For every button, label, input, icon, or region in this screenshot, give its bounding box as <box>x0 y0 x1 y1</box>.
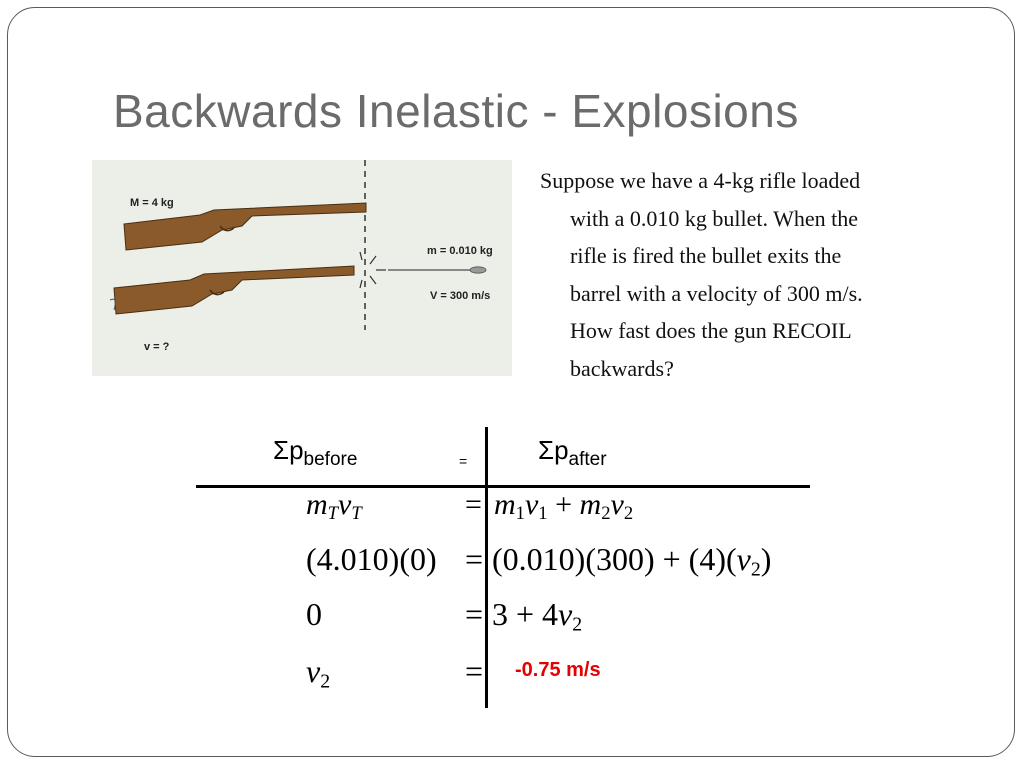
symbol-v: v <box>558 596 573 632</box>
eq3-right-text: 3 + 4 <box>492 596 559 632</box>
eq4-left <box>306 653 330 694</box>
header-momentum-after <box>538 435 607 470</box>
symbol-m: m <box>306 488 328 521</box>
symbol-v: v <box>736 541 751 577</box>
subscript-2: 2 <box>601 503 611 525</box>
symbol-v: v <box>524 488 539 521</box>
eq3-left: 0 <box>306 596 322 632</box>
table-vertical-rule <box>485 427 488 708</box>
momentum-symbol: p <box>554 435 569 465</box>
eq2-left: (4.010)(0) <box>306 541 437 577</box>
before-subscript: before <box>303 449 358 470</box>
sigma-symbol: Σ <box>273 435 290 465</box>
eq4-equals: = <box>465 653 484 689</box>
symbol-m: m <box>494 488 516 521</box>
problem-line: backwards? <box>570 355 674 381</box>
subscript-2: 2 <box>572 613 583 636</box>
subscript-T: T <box>351 503 362 525</box>
symbol-v: v <box>610 488 624 521</box>
rifle-figure <box>92 160 512 376</box>
subscript-2: 2 <box>623 503 634 525</box>
subscript-1: 1 <box>538 503 548 525</box>
close-paren: ) <box>760 541 772 577</box>
eq2-right <box>492 541 771 582</box>
bullet-mass-label: m = 0.010 kg <box>427 245 493 257</box>
eq1-right <box>494 488 633 525</box>
header-momentum-before <box>273 435 358 470</box>
momentum-symbol: p <box>289 435 304 465</box>
problem-line: barrel with a velocity of 300 m/s. <box>570 280 863 306</box>
symbol-v: v <box>306 653 321 689</box>
header-equals-sign: = <box>459 453 468 469</box>
answer-value: -0.75 m/s <box>515 659 601 681</box>
rifle-mass-label: M = 4 kg <box>130 197 174 209</box>
eq1-left <box>306 488 362 525</box>
problem-text <box>540 162 970 387</box>
sigma-symbol: Σ <box>538 435 555 465</box>
after-subscript: after <box>568 449 607 470</box>
slide-title: Backwards Inelastic - Explosions <box>113 85 799 137</box>
eq3-equals: = <box>465 596 484 632</box>
subscript-1: 1 <box>515 503 525 525</box>
eq2-equals: = <box>465 541 484 577</box>
problem-line: rifle is fired the bullet exits the <box>570 243 842 268</box>
bullet-velocity-label: V = 300 m/s <box>430 290 491 302</box>
recoil-velocity-label: v = ? <box>144 341 170 353</box>
problem-line: Suppose we have a 4-kg rifle loaded <box>540 168 861 193</box>
plus-sign: + <box>555 488 573 521</box>
eq3-right <box>492 596 582 637</box>
symbol-v: v <box>338 488 352 521</box>
symbol-m: m <box>579 488 602 521</box>
eq2-right-text: (0.010)(300) + (4)( <box>492 541 737 577</box>
subscript-2: 2 <box>320 670 331 693</box>
eq1-equals: = <box>465 488 482 521</box>
problem-line: with a 0.010 kg bullet. When the <box>570 205 858 231</box>
problem-line: How fast does the gun RECOIL <box>570 318 852 343</box>
subscript-2: 2 <box>750 558 761 581</box>
subscript-T: T <box>327 503 339 525</box>
